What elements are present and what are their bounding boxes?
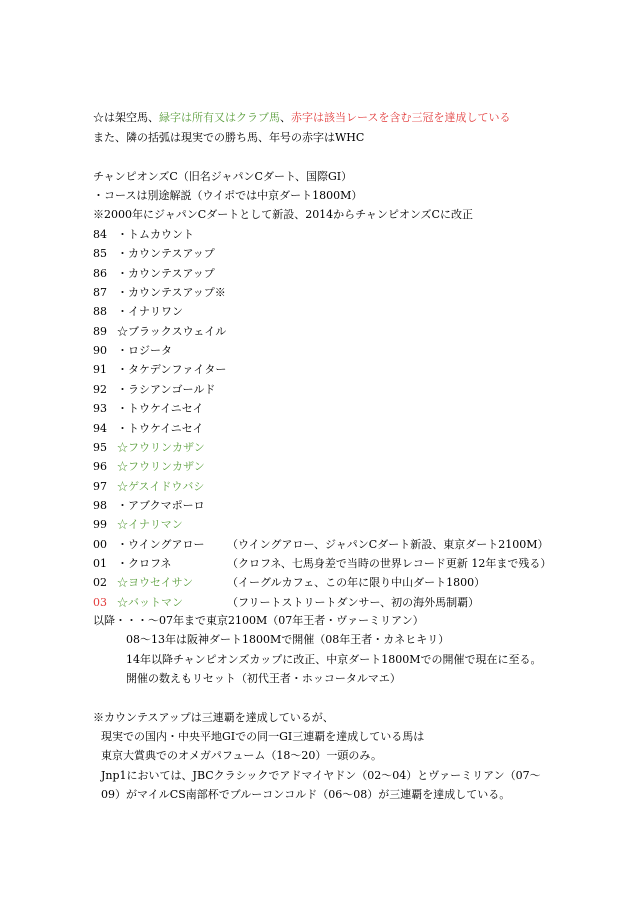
course-note: ・コースは別途解説（ウイポでは中京ダート1800M） bbox=[93, 189, 363, 202]
later-line-4: 開催の数えもリセット（初代王者・ホッコータルマエ） bbox=[126, 672, 401, 685]
winner-year: 85 bbox=[93, 247, 107, 260]
winner-year: 97 bbox=[93, 480, 107, 493]
legend-line-2: また、隣の括弧は現実での勝ち馬、年号の赤字はWHC bbox=[93, 131, 365, 144]
winner-row bbox=[93, 247, 227, 261]
winner-row bbox=[93, 286, 227, 300]
footnote-line-1: ※カウンテスアップは三連覇を達成しているが、 bbox=[93, 711, 334, 724]
winner-year: 99 bbox=[93, 518, 107, 531]
winner-row bbox=[93, 441, 227, 455]
winner-year: 89 bbox=[93, 325, 107, 338]
winner-year: 95 bbox=[93, 441, 107, 454]
winner-name: ・ウイングアロー bbox=[117, 538, 205, 551]
winner-name: ☆ゲスイドウバシ bbox=[117, 480, 205, 493]
winner-name: ☆フウリンカザン bbox=[117, 460, 205, 473]
winner-row bbox=[93, 518, 227, 532]
later-line-2: 08～13年は阪神ダート1800Mで開催（08年王者・カネヒキリ） bbox=[126, 633, 450, 646]
winner-year: 90 bbox=[93, 344, 107, 357]
legend-text-c: 、 bbox=[280, 111, 291, 124]
winner-name: ☆バットマン bbox=[117, 596, 183, 609]
winner-year: 94 bbox=[93, 422, 107, 435]
winner-row bbox=[93, 267, 227, 281]
winner-year: 93 bbox=[93, 402, 107, 415]
winner-year: 88 bbox=[93, 305, 107, 318]
winner-name: ・カウンテスアップ bbox=[117, 267, 215, 280]
winner-name: ☆フウリンカザン bbox=[117, 441, 205, 454]
winner-row bbox=[93, 363, 227, 377]
winner-name: ・アブクマポーロ bbox=[117, 499, 205, 512]
footnote-line-5: 09）がマイルCS南部杯でブルーコンコルド（06～08）が三連覇を達成している。 bbox=[101, 788, 511, 801]
winner-year: 03 bbox=[93, 596, 107, 609]
winner-row bbox=[93, 480, 227, 494]
winner-year: 98 bbox=[93, 499, 107, 512]
winner-year: 87 bbox=[93, 286, 107, 299]
winner-name: ・カウンテスアップ※ bbox=[117, 286, 226, 299]
later-line-1: 以降・・・～07年まで東京2100M（07年王者・ヴァーミリアン） bbox=[93, 614, 424, 627]
winner-name: ・ロジータ bbox=[117, 344, 172, 357]
winner-row bbox=[93, 344, 227, 358]
winner-row bbox=[93, 228, 227, 242]
winner-row bbox=[93, 325, 227, 339]
winner-year: 00 bbox=[93, 538, 107, 551]
winner-note: （クロフネ、七馬身差で当時の世界レコード更新 12年まで残る） bbox=[227, 557, 552, 570]
winner-year: 92 bbox=[93, 383, 107, 396]
later-line-3: 14年以降チャンピオンズカップに改正、中京ダート1800Mでの開催で現在に至る。 bbox=[126, 653, 542, 666]
legend-text-red: 赤字は該当レースを含む三冠を達成している bbox=[291, 111, 511, 124]
winner-name: ☆ブラックスウェイル bbox=[117, 325, 227, 338]
legend-text-a: ☆は架空馬、 bbox=[93, 111, 159, 124]
history-note: ※2000年にジャパンCダートとして新設、2014からチャンピオンズCに改正 bbox=[93, 208, 473, 221]
race-title: チャンピオンズC（旧名ジャパンCダート、国際GI） bbox=[93, 170, 353, 183]
footnote-line-3: 東京大賞典でのオメガパフューム（18～20）一頭のみ。 bbox=[101, 749, 382, 762]
winner-year: 84 bbox=[93, 228, 107, 241]
winner-year: 01 bbox=[93, 557, 107, 570]
winner-year: 02 bbox=[93, 576, 107, 589]
winner-row bbox=[93, 422, 227, 436]
winner-name: ☆ヨウセイサン bbox=[117, 576, 194, 589]
winner-name: ・タケデンファイター bbox=[117, 363, 227, 376]
winner-name: ・トウケイニセイ bbox=[117, 402, 204, 415]
winner-row bbox=[93, 596, 479, 610]
winner-name: ・クロフネ bbox=[117, 557, 172, 570]
legend-line-1 bbox=[93, 111, 510, 125]
winner-row bbox=[93, 460, 227, 474]
winner-name: ・イナリワン bbox=[117, 305, 183, 318]
winner-note: （ウイングアロー、ジャパンCダート新設、東京ダート2100M） bbox=[227, 538, 549, 551]
legend-text-green: 緑字は所有又はクラブ馬 bbox=[159, 111, 280, 124]
winner-row bbox=[93, 557, 551, 571]
footnote-line-4: Jnp1においては、JBCクラシックでアドマイヤドン（02～04）とヴァーミリアン（07～ bbox=[101, 769, 541, 782]
winner-row bbox=[93, 383, 227, 397]
winner-row bbox=[93, 538, 548, 552]
footnote-line-2: 現実での国内・中央平地GIでの同一GI三連覇を達成している馬は bbox=[101, 730, 425, 743]
winner-name: ・トウケイニセイ bbox=[117, 422, 204, 435]
winner-name: ・ラシアンゴールド bbox=[117, 383, 216, 396]
winner-row bbox=[93, 499, 227, 513]
winner-year: 86 bbox=[93, 267, 107, 280]
winner-row bbox=[93, 576, 485, 590]
winner-note: （フリートストリートダンサー、初の海外馬制覇） bbox=[227, 596, 480, 609]
winner-name: ・トムカウント bbox=[117, 228, 194, 241]
winner-row bbox=[93, 402, 227, 416]
winner-name: ☆イナリマン bbox=[117, 518, 183, 531]
winner-row bbox=[93, 305, 227, 319]
winner-year: 96 bbox=[93, 460, 107, 473]
winner-year: 91 bbox=[93, 363, 107, 376]
winner-note: （イーグルカフェ、この年に限り中山ダート1800） bbox=[227, 576, 486, 589]
winner-name: ・カウンテスアップ bbox=[117, 247, 215, 260]
